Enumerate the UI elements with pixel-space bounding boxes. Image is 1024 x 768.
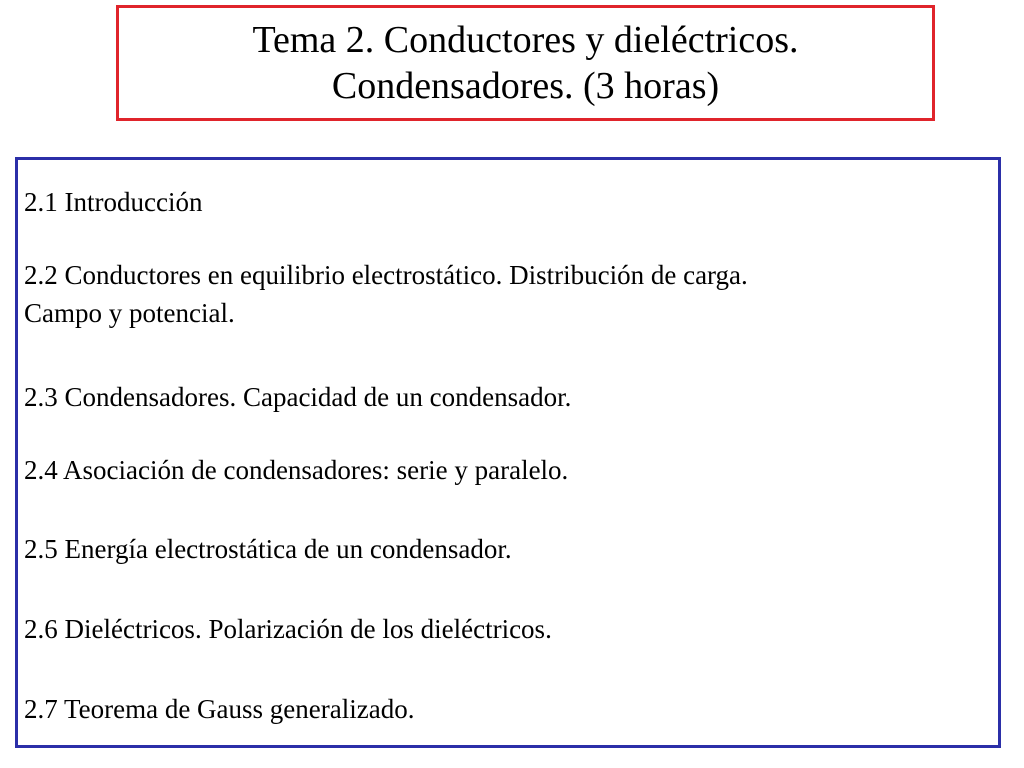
- topic-item-2-1: [24, 183, 202, 221]
- topic-line: Campo y potencial.: [24, 298, 235, 328]
- topic-item-2-4: [24, 451, 568, 489]
- slide-title-line-1: Tema 2. Conductores y dieléctricos.: [252, 19, 799, 61]
- title-box: [116, 5, 935, 121]
- topic-line: 2.1 Introducción: [24, 187, 203, 217]
- topic-item-2-2: [24, 256, 748, 332]
- topic-line: 2.4 Asociación de condensadores: serie y paralelo.: [24, 455, 569, 485]
- topic-line: 2.5 Energía electrostática de un condensador.: [24, 534, 512, 564]
- topic-list: [15, 157, 1001, 748]
- slide-title-line-2: Condensadores. (3 horas): [331, 65, 720, 107]
- topic-item-2-6: [24, 610, 552, 648]
- topic-line: 2.6 Dieléctricos. Polarización de los dieléctricos.: [24, 614, 552, 644]
- topic-line: 2.2 Conductores en equilibrio electrostático. Distribución de carga.: [24, 260, 748, 290]
- topic-item-2-7: [24, 690, 414, 728]
- topic-item-2-5: [24, 530, 512, 568]
- topic-item-2-3: [24, 378, 571, 416]
- topic-line: 2.7 Teorema de Gauss generalizado.: [24, 694, 415, 724]
- topic-line: 2.3 Condensadores. Capacidad de un condensador.: [24, 382, 572, 412]
